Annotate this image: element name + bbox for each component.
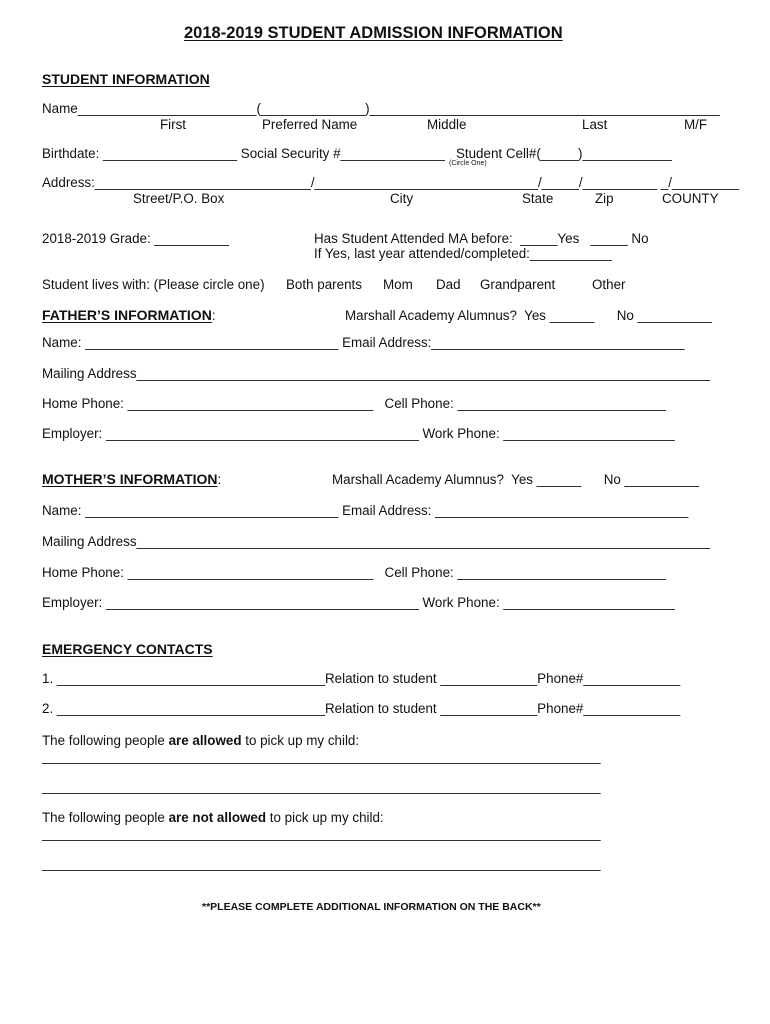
- mother-alumnus-field[interactable]: Marshall Academy Alumnus? Yes ______ No __________: [332, 472, 700, 487]
- not-allowed-pickup-line-1[interactable]: ___________________________________________________________________________: [42, 826, 601, 841]
- allowed-pickup-line-2[interactable]: ___________________________________________________________________________: [42, 779, 601, 794]
- father-employer-field[interactable]: Employer: __________________________________________ Work Phone: _______________________: [42, 426, 675, 441]
- label-street: Street/P.O. Box: [133, 191, 225, 206]
- allowed-bold: are allowed: [168, 733, 242, 748]
- father-alumnus-field[interactable]: Marshall Academy Alumnus? Yes ______ No __________: [345, 308, 713, 323]
- mother-section-heading: [42, 471, 221, 488]
- student-name-field[interactable]: Name________________________(______________)_______________________________________________: [42, 101, 720, 116]
- label-zip: Zip: [595, 191, 614, 206]
- option-mom[interactable]: Mom: [383, 277, 413, 292]
- label-state: State: [522, 191, 554, 206]
- label-last: Last: [582, 117, 608, 132]
- not-allowed-pickup-line-2[interactable]: ___________________________________________________________________________: [42, 856, 601, 871]
- mother-employer-field[interactable]: Employer: __________________________________________ Work Phone: _______________________: [42, 595, 675, 610]
- label-preferred-name: Preferred Name: [262, 117, 358, 132]
- option-grandparent[interactable]: Grandparent: [480, 277, 556, 292]
- father-name-email-field[interactable]: Name: __________________________________ Email Address:__________________________________: [42, 335, 685, 350]
- not-allowed-pickup-label: [42, 810, 384, 826]
- mother-name-email-field[interactable]: Name: __________________________________ Email Address: __________________________________: [42, 503, 689, 518]
- father-section-heading: [42, 307, 216, 324]
- student-section-heading: STUDENT INFORMATION: [42, 71, 210, 87]
- father-heading-colon: :: [211, 308, 216, 323]
- father-heading-text: FATHER’S INFORMATION: [42, 307, 212, 323]
- mother-heading-colon: :: [217, 472, 222, 487]
- label-middle: Middle: [427, 117, 467, 132]
- mother-phones-field[interactable]: Home Phone: _________________________________ Cell Phone: ____________________________: [42, 565, 666, 580]
- emergency-contact-2-field[interactable]: 2. ____________________________________Relation to student _____________Phone#_____________: [42, 701, 681, 716]
- label-city: City: [390, 191, 414, 206]
- not-allowed-pre: The following people: [42, 810, 169, 825]
- allowed-post: to pick up my child:: [241, 733, 360, 748]
- allowed-pickup-line-1[interactable]: ___________________________________________________________________________: [42, 749, 601, 764]
- father-mailing-field[interactable]: Mailing Address_____________________________________________________________________________: [42, 366, 710, 381]
- footer-note: **PLEASE COMPLETE ADDITIONAL INFORMATION ON THE BACK**: [202, 901, 541, 913]
- address-field[interactable]: Address:_____________________________/______________________________/_____/__________ _/_________: [42, 175, 740, 190]
- last-year-field[interactable]: If Yes, last year attended/completed:___________: [314, 246, 612, 261]
- not-allowed-post: to pick up my child:: [266, 810, 384, 825]
- allowed-pickup-label: [42, 733, 359, 749]
- label-first: First: [160, 117, 187, 132]
- attended-ma-field[interactable]: Has Student Attended MA before: _____Yes _____ No: [314, 231, 649, 246]
- mother-heading-text: MOTHER’S INFORMATION: [42, 471, 218, 487]
- father-phones-field[interactable]: Home Phone: _________________________________ Cell Phone: ____________________________: [42, 396, 666, 411]
- grade-field[interactable]: 2018-2019 Grade: __________: [42, 231, 229, 246]
- label-mf: M/F: [684, 117, 708, 132]
- allowed-pre: The following people: [42, 733, 169, 748]
- emergency-section-heading: EMERGENCY CONTACTS: [42, 641, 213, 657]
- mother-mailing-field[interactable]: Mailing Address_____________________________________________________________________________: [42, 534, 710, 549]
- lives-with-label: Student lives with: (Please circle one): [42, 277, 265, 292]
- option-other[interactable]: Other: [592, 277, 626, 292]
- label-county: COUNTY: [662, 191, 719, 206]
- option-both-parents[interactable]: Both parents: [286, 277, 362, 292]
- emergency-contact-1-field[interactable]: 1. ____________________________________Relation to student _____________Phone#_____________: [42, 671, 681, 686]
- option-dad[interactable]: Dad: [436, 277, 461, 292]
- not-allowed-bold: are not allowed: [168, 810, 267, 825]
- page-title: 2018-2019 STUDENT ADMISSION INFORMATION: [184, 24, 563, 42]
- birthdate-ssn-cell-field[interactable]: Birthdate: __________________ Social Security #______________ Student Cell#(_____)____________: [42, 146, 672, 161]
- circle-one-note: (Circle One): [449, 160, 487, 167]
